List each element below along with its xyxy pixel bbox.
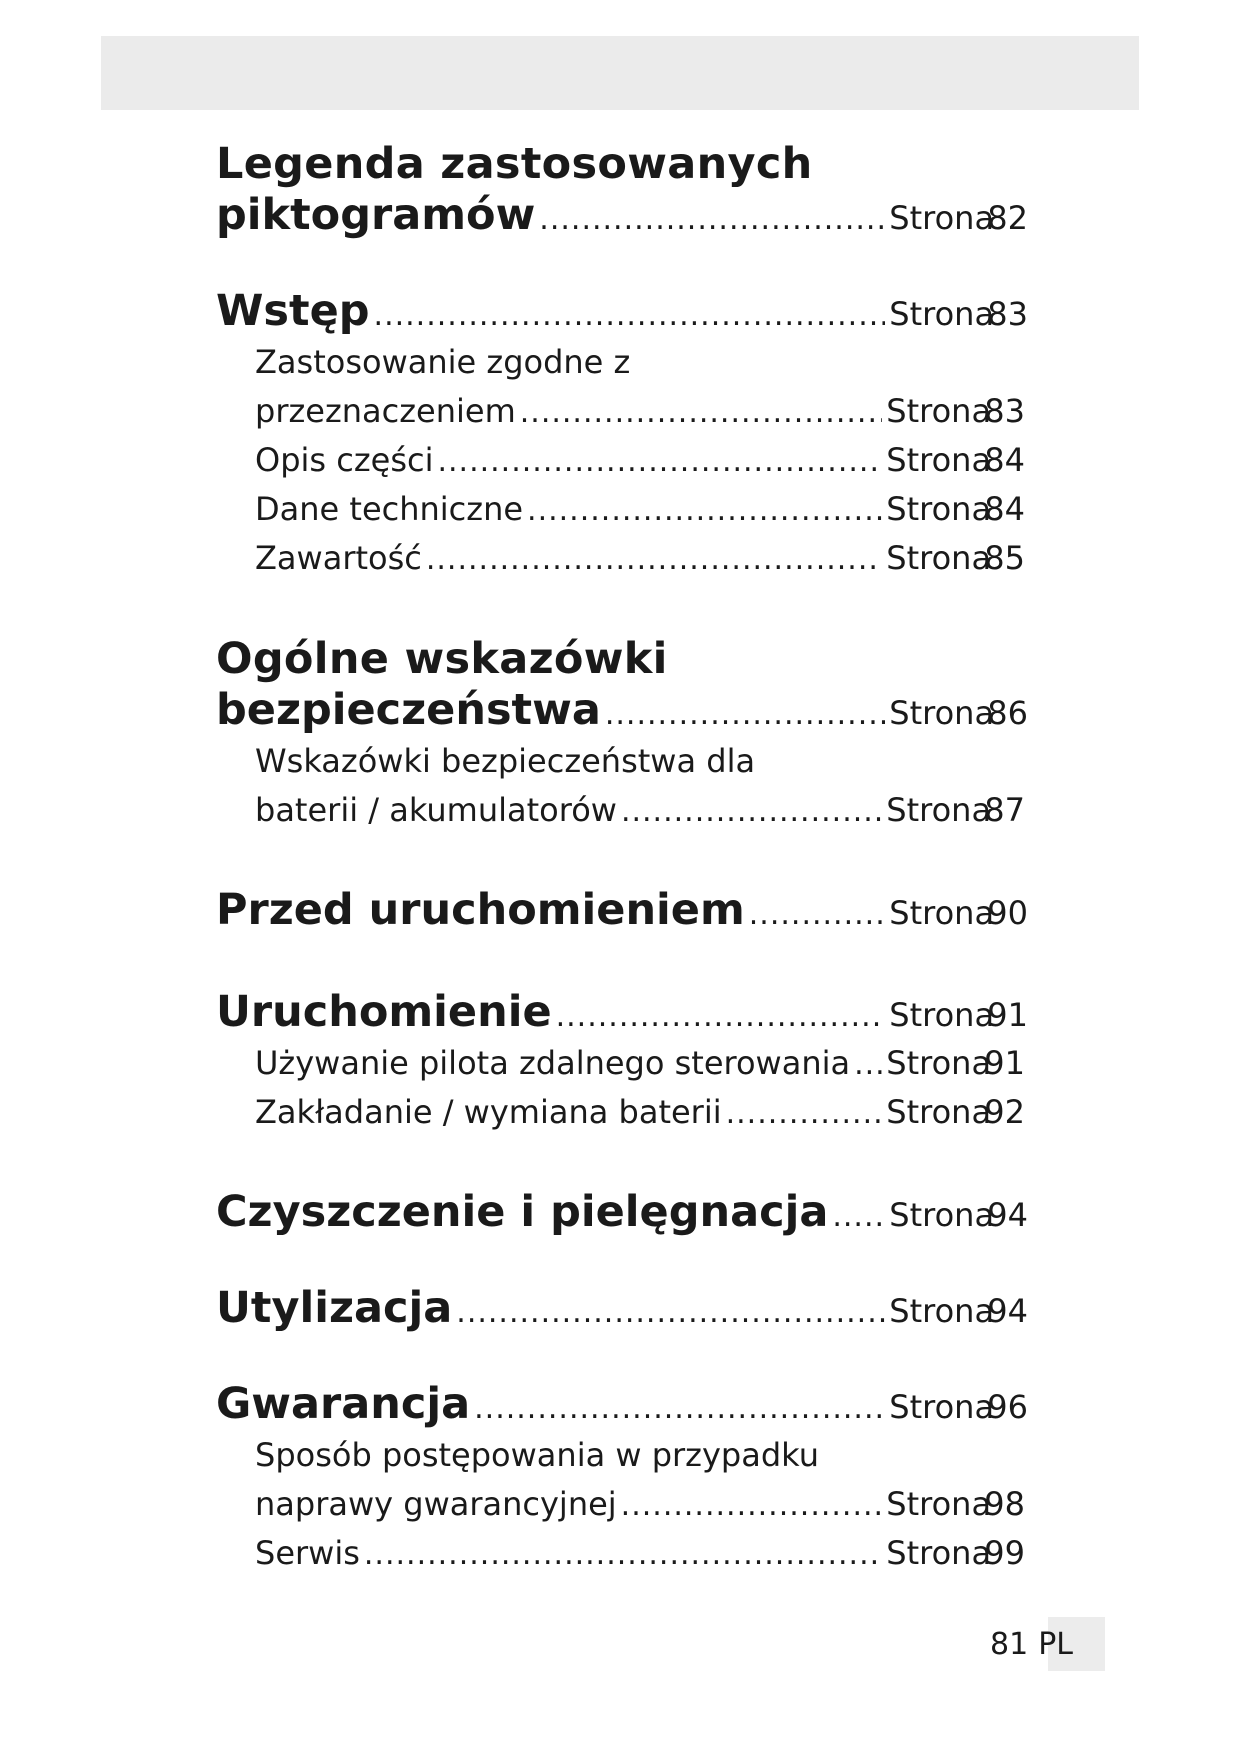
toc-entry-title: Czyszczenie i pielęgnacja xyxy=(216,1187,829,1237)
toc-subentry[interactable] xyxy=(216,338,1028,436)
toc-entry-title-line: Legenda zastosowanych xyxy=(216,139,813,189)
toc-entry[interactable] xyxy=(216,138,1028,242)
page-footer xyxy=(980,1617,1105,1671)
toc-entry[interactable] xyxy=(216,1379,1028,1578)
toc-subentry-title: przeznaczeniem xyxy=(255,392,516,430)
toc-entry-row xyxy=(216,987,1028,1039)
leader-dots xyxy=(374,298,886,333)
toc-subentry[interactable] xyxy=(216,485,1028,534)
toc-subentry-title: Dane techniczne xyxy=(255,490,524,528)
page-ref: 91 xyxy=(984,1044,1025,1082)
toc-entry-title: Wstęp xyxy=(216,286,370,336)
strona-label: Strona xyxy=(886,1485,992,1523)
strona-label: Strona xyxy=(889,1196,995,1234)
page-ref: 84 xyxy=(984,490,1025,528)
page-ref: 94 xyxy=(987,1196,1028,1234)
leader-dots xyxy=(437,437,882,486)
toc-subentry[interactable] xyxy=(216,436,1028,485)
page-ref: 84 xyxy=(984,441,1025,479)
strona-label: Strona xyxy=(889,295,995,333)
toc-entry-row xyxy=(216,190,1028,242)
leader-dots xyxy=(456,1295,885,1330)
toc-subentry-title: Używanie pilota zdalnego sterowania xyxy=(255,1044,851,1082)
header-band xyxy=(101,36,1139,110)
leader-dots xyxy=(474,1391,885,1426)
strona-label: Strona xyxy=(886,1093,992,1131)
language-code: PL xyxy=(1038,1626,1073,1662)
page-ref: 85 xyxy=(984,539,1025,577)
toc-entry-title: piktogramów xyxy=(216,190,536,240)
toc-entry[interactable] xyxy=(216,987,1028,1137)
leader-dots xyxy=(539,202,885,237)
toc-subentry-title: Serwis xyxy=(255,1534,360,1572)
strona-label: Strona xyxy=(889,1388,995,1426)
toc-entry-row xyxy=(216,1283,1028,1335)
toc-subentry-title: baterii / akumulatorów xyxy=(255,791,617,829)
leader-dots xyxy=(364,1530,882,1579)
toc-subentry[interactable] xyxy=(216,534,1028,583)
toc-entry-row xyxy=(216,685,1028,737)
leader-dots xyxy=(749,897,886,932)
toc-entry-row xyxy=(216,286,1028,338)
toc-subentry-row xyxy=(255,786,1028,835)
page-ref: 92 xyxy=(984,1093,1025,1131)
strona-label: Strona xyxy=(889,1292,995,1330)
strona-label: Strona xyxy=(886,441,992,479)
page-ref: 83 xyxy=(984,392,1025,430)
strona-label: Strona xyxy=(886,392,992,430)
strona-label: Strona xyxy=(886,490,992,528)
leader-dots xyxy=(520,388,883,437)
strona-label: Strona xyxy=(886,1044,992,1082)
toc-subentry[interactable] xyxy=(216,1529,1028,1578)
toc-subentry-title-line: Wskazówki bezpieczeństwa dla xyxy=(255,742,756,780)
strona-label: Strona xyxy=(889,894,995,932)
page-ref: 86 xyxy=(987,694,1028,732)
page-number: 81 xyxy=(990,1626,1029,1662)
toc-entry[interactable] xyxy=(216,1283,1028,1335)
toc-entry-row xyxy=(216,1379,1028,1431)
toc-entry-title: Gwarancja xyxy=(216,1379,471,1429)
toc-entry-title-line: Ogólne wskazówki xyxy=(216,634,668,684)
toc-subentry-title: Zawartość xyxy=(255,539,422,577)
toc-entry-title: Przed uruchomieniem xyxy=(216,885,745,935)
toc-subentry[interactable] xyxy=(216,1088,1028,1137)
page-ref: 99 xyxy=(984,1534,1025,1572)
toc-subentry-title-line: Zastosowanie zgodne z xyxy=(255,343,631,381)
leader-dots xyxy=(621,1481,883,1530)
leader-dots xyxy=(832,1199,885,1234)
strona-label: Strona xyxy=(889,199,995,237)
toc-entry-title: bezpieczeństwa xyxy=(216,685,601,735)
toc-subentry-title: Opis części xyxy=(255,441,434,479)
strona-label: Strona xyxy=(889,996,995,1034)
toc-subentry-row xyxy=(255,1088,1028,1137)
toc-subentry[interactable] xyxy=(216,1039,1028,1088)
leader-dots xyxy=(621,787,882,836)
toc-subentry-title: naprawy gwarancyjnej xyxy=(255,1485,617,1523)
toc-entry[interactable] xyxy=(216,633,1028,835)
page-ref: 91 xyxy=(987,996,1028,1034)
toc-subentry-row xyxy=(255,1039,1028,1088)
toc-entry[interactable] xyxy=(216,1187,1028,1239)
toc-subentry[interactable] xyxy=(216,737,1028,835)
toc-subentry-title: Zakładanie / wymiana baterii xyxy=(255,1093,722,1131)
toc-subentry-row xyxy=(255,1529,1028,1578)
toc-subentry-row xyxy=(255,436,1028,485)
page-ref: 94 xyxy=(987,1292,1028,1330)
toc-subentry[interactable] xyxy=(216,1431,1028,1529)
toc-entry-title: Uruchomienie xyxy=(216,987,552,1037)
toc-entry[interactable] xyxy=(216,286,1028,583)
page-ref: 98 xyxy=(984,1485,1025,1523)
leader-dots xyxy=(605,697,885,732)
leader-dots xyxy=(556,999,886,1034)
toc-subentry-row xyxy=(255,1480,1028,1529)
toc-subentry-row xyxy=(255,387,1028,436)
strona-label: Strona xyxy=(886,791,992,829)
strona-label: Strona xyxy=(886,1534,992,1572)
page-ref: 90 xyxy=(987,894,1028,932)
toc-subentry-row xyxy=(255,485,1028,534)
strona-label: Strona xyxy=(886,539,992,577)
table-of-contents xyxy=(216,138,1028,1578)
leader-dots xyxy=(426,535,882,584)
leader-dots xyxy=(527,486,882,535)
toc-entry-row xyxy=(216,1187,1028,1239)
page-ref: 82 xyxy=(987,199,1028,237)
toc-entry-title: Utylizacja xyxy=(216,1283,453,1333)
leader-dots xyxy=(854,1040,882,1089)
strona-label: Strona xyxy=(889,694,995,732)
page-ref: 83 xyxy=(987,295,1028,333)
page-ref: 87 xyxy=(984,791,1025,829)
toc-entry[interactable] xyxy=(216,885,1028,937)
toc-entry-row xyxy=(216,885,1028,937)
toc-subentry-row xyxy=(255,534,1028,583)
toc-subentry-title-line: Sposób postępowania w przypadku xyxy=(255,1436,819,1474)
page-ref: 96 xyxy=(987,1388,1028,1426)
leader-dots xyxy=(726,1089,883,1138)
